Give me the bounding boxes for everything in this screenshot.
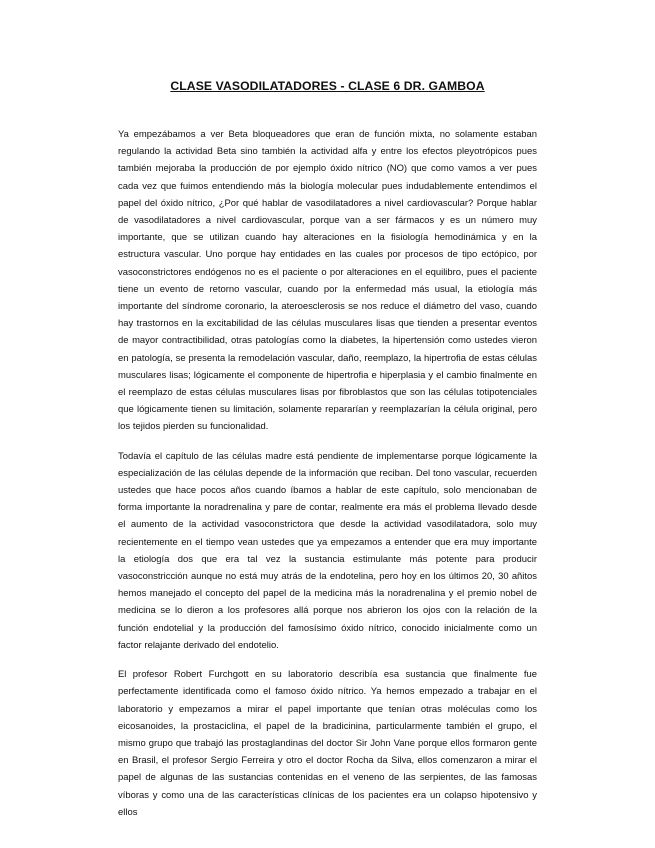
document-title: CLASE VASODILATADORES - CLASE 6 DR. GAMBOA	[170, 79, 485, 93]
paragraph-2: Todavía el capítulo de las células madre está pendiente de implementarse porque lógicamente la especialización de las células depende de la información que reciban. Del tono vascular, recuerden ustedes que hace pocos años cuando íbamos a hablar de este capítulo, solo mencionaban de forma importante la noradrenalina y pare de contar, realmente era más el problema llevado desde el aumento de la actividad vasoconstrictora que desde la actividad vasodilatadora, solo muy recientemente en el tiempo vean ustedes que ya empezamos a entender que era muy importante la etiología dos que era tal vez la sustancia estimulante más potente para producir vasoconstricción aunque no está muy atrás de la endotelina, pero hoy en los últimos 20, 30 añitos hemos manejado el concepto del papel de la medicina más la noradrenalina y el premio nobel de medicina se lo dieron a los profesores allá porque nos abrieron los ojos con la relación de la función endotelial y la producción del famosísimo óxido nítrico, conocido inicialmente como un factor relajante derivado del endotelio.	[118, 450, 537, 651]
paragraph-1: Ya empezábamos a ver Beta bloqueadores que eran de función mixta, no solamente estaban regulando la actividad Beta sino también la actividad alfa y entre los efectos pleyotrópicos pues también mejoraba la producción de por ejemplo óxido nítrico (NO) que como vamos a ver pues cada vez que fuimos entendiendo más la biología molecular pues indudablemente entendimos el papel del óxido nítrico, ¿Por qué hablar de vasodilatadores a nivel cardiovascular? Porque hablar de vasodilatadores a nivel cardiovascular, porque van a ser fármacos y es un número muy importante, que se utilizan cuando hay alteraciones en la fisiología hemodinámica y en la estructura vascular. Uno porque hay entidades en las cuales por procesos de tipo ectópico, por vasoconstrictores endógenos no es el paciente o por alteraciones en el equilibro, pues el paciente tiene un evento de retorno vascular, cuando por la enfermedad más usual, la etiología más importante del síndrome coronario, la ateroesclerosis se nos reduce el diámetro del vaso, cuando hay trastornos en la excitabilidad de las células musculares lisas que tienden a presentar eventos de mayor contractibilidad, otras patologías como la diabetes, la hipertensión como ustedes vieron en patología, se presenta la remodelación vascular, daño, reemplazo, la hipertrofia de estas células musculares lisas; lógicamente el componente de hipertrofia e hiperplasia y el cambio finalmente en el reemplazo de estas células musculares lisas por fibroblastos que son las células totipotenciales que lógicamente tienen su limitación, solamente repararían y reemplazarían la célula original, pero los tejidos pierden su funcionalidad.	[118, 129, 537, 433]
paragraph-3: El profesor Robert Furchgott en su laboratorio describía esa sustancia que finalmente fue perfectamente identificada como el famoso óxido nítrico. Ya hemos empezado a trabajar en el laboratorio y empezamos a mirar el papel importante que tenían otras moléculas como los eicosanoides, la prostaciclina, el papel de la bradicinina, particularmente también el grupo, el mismo grupo que trabajó las prostaglandinas del doctor Sir John Vane porque ellos formaron gente en Brasil, el profesor Sergio Ferreira y otro el doctor Rocha da Silva, ellos comenzaron a mirar el papel de algunas de las sustancias contenidas en el veneno de las serpientes, de las famosas víboras y como una de las características clínicas de los pacientes era un colapso hipotensivo y ellos	[118, 669, 537, 818]
